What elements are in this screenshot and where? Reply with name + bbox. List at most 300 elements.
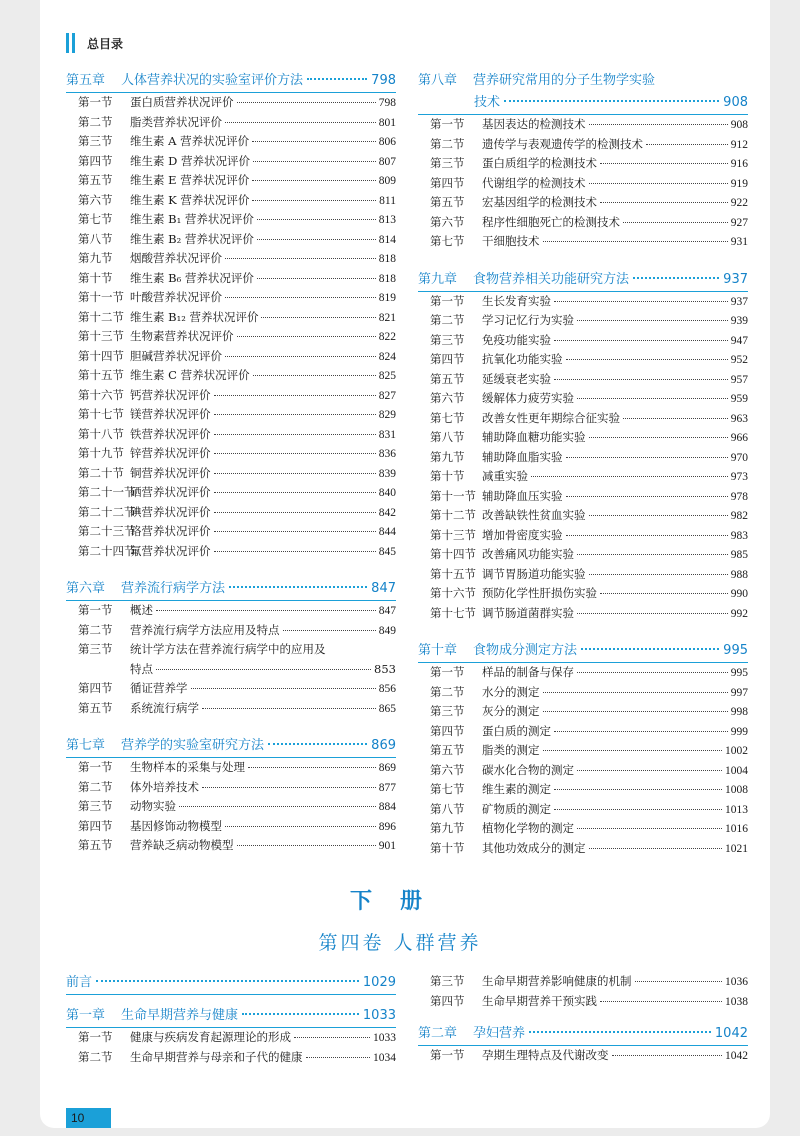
toc-entry: [418, 311, 748, 331]
section-title: 基因修饰动物模型: [130, 818, 222, 833]
section-title: 辅助降血糖功能实验: [482, 430, 586, 444]
toc-entry: [66, 425, 396, 445]
section-page: 937: [730, 295, 748, 308]
toc-entry: [418, 370, 748, 390]
chapter-title: 孕妇营养: [473, 1026, 526, 1041]
chapter-title: 食物成分测定方法: [473, 643, 578, 658]
section-title: 辅助降血脂实验: [482, 449, 563, 464]
section-title: 蛋白质组学的检测技术: [482, 156, 597, 170]
section-number: 第十一节: [430, 488, 476, 503]
leader-dots: [589, 124, 728, 125]
section-number: 第一节: [430, 665, 465, 679]
section-number: 第四节: [430, 175, 465, 190]
section-title: 体外培养技术: [130, 779, 199, 794]
toc-entry: [66, 699, 396, 719]
section-number: 第十八节: [78, 426, 124, 441]
toc-entry: [418, 545, 748, 565]
toc-entry: [418, 331, 748, 351]
leader-dots: [253, 161, 376, 162]
chapter-heading: [418, 640, 748, 663]
toc-entry: [66, 191, 396, 211]
section-page: 997: [730, 686, 748, 699]
section-page: 908: [730, 119, 748, 131]
volume-title: 下册: [349, 889, 450, 914]
leader-dots: [252, 200, 376, 201]
spacer: [66, 995, 396, 1005]
chapter-number: 第六章: [66, 581, 106, 596]
toc-entry: [66, 366, 396, 386]
toc-entry: [66, 483, 396, 503]
section-title: 生命早期营养影响健康的机制: [482, 974, 632, 988]
toc-entry: [418, 350, 748, 370]
section-page: 827: [378, 389, 396, 402]
section-number: 第十五节: [430, 566, 476, 581]
leader-dots: [214, 512, 376, 513]
section-page: 824: [378, 350, 396, 363]
toc-entry: [418, 292, 748, 312]
chapter-number: 第七章: [66, 738, 106, 753]
section-title: 氟营养状况评价: [130, 543, 211, 558]
section-number: 第三节: [430, 704, 465, 718]
toc-entry: [418, 741, 748, 761]
section-title: 宏基因组学的检测技术: [482, 195, 597, 209]
toc-entry: [418, 819, 748, 839]
section-title: 基因表达的检测技术: [482, 117, 586, 131]
section-title: 锌营养状况评价: [130, 446, 211, 460]
leader-dots: [589, 183, 728, 184]
section-number: 第三节: [78, 799, 113, 813]
toc-entry: [418, 800, 748, 820]
section-number: 第四节: [430, 352, 465, 366]
chapter-title-cont: 技术: [474, 95, 501, 110]
chapter-page: 995: [723, 643, 748, 658]
leader-dots: [600, 593, 728, 594]
spacer: [418, 252, 748, 269]
section-page: 1008: [725, 784, 748, 796]
section-number: 第十四节: [430, 547, 476, 561]
leader-dots: [225, 258, 376, 259]
chapter-page: 1042: [714, 1026, 748, 1041]
section-page: 818: [378, 272, 396, 285]
toc-entry: [66, 249, 396, 269]
toc-entry: [418, 115, 748, 135]
section-page: 1004: [725, 764, 748, 777]
leader-dots: [306, 1057, 371, 1058]
leader-dots: [589, 574, 728, 575]
section-title: 胆碱营养状况评价: [130, 348, 222, 363]
leader-dots: [600, 202, 728, 203]
toc-entry-cont: [66, 660, 396, 680]
leader-dots: [589, 515, 728, 516]
chapter-title: 营养学的实验室研究方法: [121, 738, 265, 753]
chapter-heading-cont: [418, 92, 748, 115]
section-title: 维生素 B₆ 营养状况评价: [130, 270, 254, 285]
chapter-heading: [66, 578, 396, 601]
section-number: 第四节: [78, 681, 113, 695]
chapter-page: 847: [371, 581, 396, 596]
section-title: 改善女性更年期综合征实验: [482, 410, 620, 425]
section-page: 845: [378, 545, 396, 558]
section-number: 第十节: [78, 270, 113, 285]
toc-entry: [66, 758, 396, 778]
section-page: 807: [378, 155, 396, 168]
preface-heading: [66, 972, 396, 995]
section-title: 脂类营养状况评价: [130, 114, 222, 129]
chapter-number: 第八章: [418, 73, 458, 88]
section-page: 813: [378, 214, 396, 226]
toc-entry: [66, 601, 396, 621]
section-number: 第十二节: [430, 508, 476, 522]
section-number: 第八节: [430, 801, 465, 816]
toc-entry: [66, 210, 396, 230]
header-bar-icon: [66, 33, 69, 53]
section-title: 代谢组学的检测技术: [482, 175, 586, 190]
section-page: 869: [378, 762, 396, 774]
leader-dots: [202, 787, 376, 788]
toc-entry: [66, 171, 396, 191]
leader-dots: [633, 277, 719, 279]
toc-entry: [66, 640, 396, 660]
leader-dots: [531, 476, 728, 477]
leader-dots: [554, 379, 728, 380]
leader-dots: [225, 826, 376, 827]
section-title: 维生素 B₂ 营养状况评价: [130, 231, 254, 246]
section-number: 第十一节: [78, 290, 124, 304]
section-title-cont: 特点: [130, 661, 153, 676]
toc-entry: [66, 836, 396, 856]
section-number: 第十七节: [430, 605, 476, 620]
toc-entry: [418, 702, 748, 722]
section-page: 836: [378, 448, 396, 460]
section-page: 801: [378, 116, 396, 129]
section-number: 第七节: [430, 410, 465, 425]
chapter-title: 人体营养状况的实验室评价方法: [121, 73, 304, 88]
section-title: 减重实验: [482, 469, 528, 483]
leader-dots: [214, 453, 376, 454]
section-number: 第一节: [78, 603, 113, 617]
section-number: 第十六节: [78, 387, 124, 402]
preface-page: 1029: [362, 975, 396, 990]
leader-dots: [623, 222, 728, 223]
section-number: 第二十二节: [78, 504, 136, 519]
section-title: 延缓衰老实验: [482, 371, 551, 386]
chapter-number: 第一章: [66, 1008, 106, 1023]
toc-entry: [418, 683, 748, 703]
page-number: 10: [66, 1108, 111, 1128]
section-number: 第十节: [430, 469, 465, 483]
section-number: 第九节: [78, 251, 113, 265]
section-title: 生命早期营养干预实践: [482, 993, 597, 1008]
section-number: 第十七节: [78, 407, 124, 421]
toc-entry: [418, 780, 748, 800]
section-title: 免疫功能实验: [482, 332, 551, 347]
leader-dots: [214, 473, 376, 474]
section-number: 第三节: [430, 156, 465, 170]
toc-entry: [418, 526, 748, 546]
leader-dots: [96, 980, 359, 982]
section-number: 第四节: [78, 818, 113, 833]
section-number: 第九节: [430, 821, 465, 835]
section-number: 第二节: [78, 114, 113, 129]
leader-dots: [504, 100, 719, 102]
toc-right-column: [418, 70, 748, 858]
chapter-heading: [66, 1005, 396, 1028]
section-number: 第一节: [78, 95, 113, 109]
section-number: 第八节: [78, 231, 113, 246]
section-title: 蛋白质的测定: [482, 723, 551, 738]
leader-dots: [202, 708, 376, 709]
section-page: 959: [730, 393, 748, 405]
toc-entry: [418, 213, 748, 233]
leader-dots: [156, 610, 376, 611]
leader-dots: [554, 789, 722, 790]
section-title: 生命早期营养与母亲和子代的健康: [130, 1049, 303, 1064]
section-page: 982: [730, 510, 748, 522]
section-title: 维生素 E 营养状况评价: [130, 173, 250, 187]
section-title: 碳水化合物的测定: [482, 762, 574, 777]
section-page: 821: [378, 311, 396, 324]
leader-dots: [156, 669, 371, 670]
spacer: [66, 561, 396, 578]
chapter-title: 营养流行病学方法: [121, 581, 226, 596]
section-page: 957: [730, 373, 748, 386]
section-page: 819: [378, 292, 396, 304]
section-page: 1016: [725, 823, 748, 835]
section-number: 第二十一节: [78, 485, 136, 499]
toc-entry: [418, 487, 748, 507]
toc-entry: [418, 154, 748, 174]
section-page: 847: [378, 605, 396, 617]
section-title: 铬营养状况评价: [130, 524, 211, 538]
chapter-page: 798: [371, 73, 396, 88]
leader-dots: [600, 1001, 722, 1002]
section-title: 生物素营养状况评价: [130, 329, 234, 343]
section-title: 钙营养状况评价: [130, 387, 211, 402]
section-number: 第二节: [430, 136, 465, 151]
leader-dots: [252, 180, 376, 181]
leader-dots: [261, 317, 375, 318]
section-number: 第二十三节: [78, 524, 136, 538]
chapter-page: 869: [371, 738, 396, 753]
section-number: 第七节: [430, 782, 465, 796]
leader-dots: [214, 414, 376, 415]
leader-dots: [307, 78, 367, 80]
section-title: 维生素 B₁ 营养状况评价: [130, 212, 254, 226]
leader-dots: [600, 163, 728, 164]
section-page: 988: [730, 568, 748, 581]
section-number: 第十六节: [430, 586, 476, 600]
section-page: 853: [374, 661, 396, 676]
section-number: 第一节: [78, 760, 113, 774]
section-page: 1042: [725, 1050, 748, 1062]
section-number: 第二节: [78, 1049, 113, 1064]
toc-entry: [66, 327, 396, 347]
section-title: 遗传学与表观遗传学的检测技术: [482, 136, 643, 151]
section-page: 806: [378, 136, 396, 148]
leader-dots: [237, 102, 376, 103]
toc-entry: [418, 972, 748, 992]
section-title: 其他功效成分的测定: [482, 840, 586, 855]
section-page: 1034: [373, 1051, 396, 1064]
toc-entry: [418, 467, 748, 487]
section-number: 第五节: [78, 173, 113, 187]
toc-entry: [66, 269, 396, 289]
section-title: 矿物质的测定: [482, 801, 551, 816]
preface-title: 前言: [66, 975, 93, 990]
toc-entry: [66, 797, 396, 817]
leader-dots: [237, 845, 376, 846]
section-number: 第二节: [430, 684, 465, 699]
section-number: 第五节: [430, 371, 465, 386]
section-title: 预防化学性肝损伤实验: [482, 586, 597, 600]
toc-entry: [66, 93, 396, 113]
leader-dots: [554, 731, 728, 732]
toc-entry: [66, 405, 396, 425]
toc-entry: [418, 722, 748, 742]
toc-entry: [66, 778, 396, 798]
section-title: 灰分的测定: [482, 704, 540, 718]
chapter-number: 第九章: [418, 271, 458, 287]
leader-dots: [283, 630, 376, 631]
leader-dots: [229, 586, 367, 588]
chapter-page: 1033: [362, 1008, 396, 1023]
chapter-heading: [66, 735, 396, 758]
section-title: 增加骨密度实验: [482, 527, 563, 542]
chapter-heading: [66, 70, 396, 93]
leader-dots: [214, 531, 376, 532]
toc-entry: [66, 308, 396, 328]
leader-dots: [581, 648, 719, 650]
section-number: 第二十节: [78, 465, 124, 480]
section-number: 第十四节: [78, 348, 124, 363]
chapter-number: 第五章: [66, 73, 106, 88]
leader-dots: [577, 554, 728, 555]
section-page: 985: [730, 549, 748, 561]
spacer: [66, 718, 396, 735]
section-title: 植物化学物的测定: [482, 821, 574, 835]
section-number: 第十三节: [78, 329, 124, 343]
leader-dots: [566, 359, 728, 360]
toc-entry: [66, 464, 396, 484]
chapter-page: 908: [723, 95, 748, 110]
section-page: 963: [730, 412, 748, 425]
section-title: 改善缺铁性贫血实验: [482, 508, 586, 522]
section-title: 调节肠道菌群实验: [482, 605, 574, 620]
section-title: 叶酸营养状况评价: [130, 290, 222, 304]
section-page: 978: [730, 490, 748, 503]
section-page: 1036: [725, 976, 748, 988]
chapter-number: 第十章: [418, 643, 458, 658]
leader-dots: [577, 770, 722, 771]
section-number: 第六节: [430, 762, 465, 777]
section-title: 统计学方法在营养流行病学中的应用及: [130, 642, 326, 656]
toc-entry: [66, 679, 396, 699]
section-number: 第二节: [78, 779, 113, 794]
toc-entry: [418, 448, 748, 468]
toc-entry: [418, 761, 748, 781]
section-page: 856: [378, 683, 396, 695]
leader-dots: [589, 848, 723, 849]
section-number: 第十二节: [78, 309, 124, 324]
section-title: 蛋白质营养状况评价: [130, 95, 234, 109]
section-number: 第一节: [430, 293, 465, 308]
leader-dots: [554, 301, 728, 302]
leader-dots: [612, 1055, 723, 1056]
leader-dots: [589, 437, 728, 438]
header-title: 总目录: [87, 36, 124, 51]
section-title: 维生素 B₁₂ 营养状况评价: [130, 309, 259, 324]
section-number: 第一节: [430, 1048, 465, 1062]
leader-dots: [543, 711, 728, 712]
section-title: 营养流行病学方法应用及特点: [130, 622, 280, 637]
toc-entry: [66, 288, 396, 308]
section-title: 镁营养状况评价: [130, 407, 211, 421]
section-page: 831: [378, 428, 396, 441]
toc-entry: [66, 817, 396, 837]
chapter-heading: [418, 269, 748, 292]
section-number: 第四节: [430, 993, 465, 1008]
leader-dots: [252, 141, 376, 142]
section-title: 维生素 D 营养状况评价: [130, 153, 251, 168]
section-number: 第三节: [430, 332, 465, 347]
section-number: 第七节: [430, 234, 465, 248]
leader-dots: [623, 418, 728, 419]
section-title: 维生素 C 营养状况评价: [130, 368, 250, 382]
section-title: 抗氧化功能实验: [482, 352, 563, 366]
section-number: 第九节: [430, 449, 465, 464]
section-title: 调节胃肠道功能实验: [482, 566, 586, 581]
toc-entry: [66, 503, 396, 523]
section-title: 系统流行病学: [130, 700, 199, 715]
toc-entry: [418, 389, 748, 409]
toc-entry: [418, 409, 748, 429]
toc-entry: [66, 152, 396, 172]
toc-entry: [66, 1048, 396, 1068]
leader-dots: [191, 688, 376, 689]
section-title: 脂类的测定: [482, 743, 540, 757]
section-page: 947: [730, 334, 748, 347]
leader-dots: [543, 241, 728, 242]
spacer: [418, 1011, 748, 1023]
section-title: 概述: [130, 603, 153, 617]
toc-entry: [418, 135, 748, 155]
section-title: 动物实验: [130, 799, 176, 813]
toc-entry: [66, 444, 396, 464]
toc-entry: [418, 992, 748, 1012]
chapter-heading: [418, 1023, 748, 1046]
section-page: 927: [730, 216, 748, 229]
section-page: 798: [378, 97, 396, 109]
toc-entry: [66, 522, 396, 542]
leader-dots: [268, 743, 367, 745]
section-title: 铜营养状况评价: [130, 465, 211, 480]
section-page: 829: [378, 409, 396, 421]
section-title: 样品的制备与保存: [482, 665, 574, 679]
section-number: 第四节: [78, 153, 113, 168]
section-title: 孕期生理特点及代谢改变: [482, 1048, 609, 1062]
chapter-title: 生命早期营养与健康: [121, 1008, 239, 1023]
leader-dots: [635, 981, 723, 982]
section-page: 1038: [725, 995, 748, 1008]
section-page: 1021: [725, 842, 748, 855]
section-page: 966: [730, 432, 748, 444]
section-title: 干细胞技术: [482, 234, 540, 248]
leader-dots: [225, 297, 376, 298]
section-page: 844: [378, 526, 396, 538]
section-number: 第十三节: [430, 527, 476, 542]
toc-entry: [418, 584, 748, 604]
section-number: 第一节: [78, 1030, 113, 1044]
